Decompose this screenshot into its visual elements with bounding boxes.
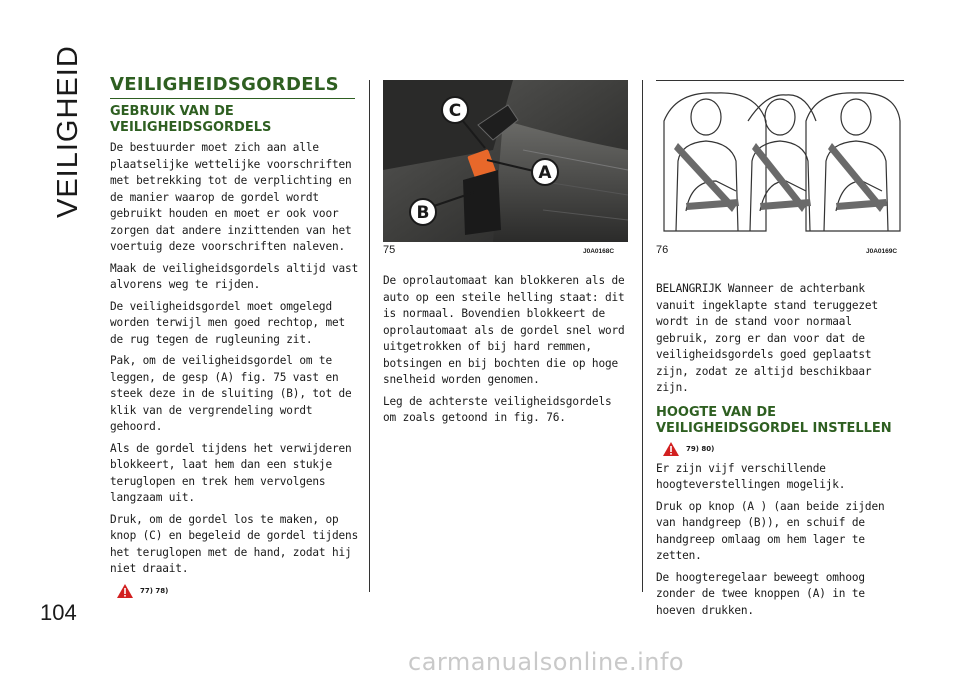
column-1-content — [110, 104, 360, 599]
paragraph: Maak de veiligheidsgordels altijd vast alvorens weg te rijden. — [110, 261, 359, 291]
label-a: A — [538, 163, 552, 183]
seatbelt-buckle-photo — [383, 80, 628, 242]
warning-triangle-icon — [662, 441, 680, 457]
subheading-hoogte: HOOGTE VAN DE VEILIGHEIDSGORDEL INSTELLEN — [656, 404, 892, 436]
paragraph-important: BELANGRIJK Wanneer de achterbank vanuit ingeklapte stand teruggezet wordt in de stand voor normaal gebruik, zorg er dan voor dat de veiligheidsgordels goed geplaatst zijn, zodat ze altijd beschikbaar zijn. — [656, 282, 878, 394]
paragraph: De oprolautomaat kan blokkeren als de auto op een steile helling staat: dit is normaal. Bovendien blokkeert de oprolautomaat als de gordel snel word uitgetrokken of bij hard remmen, botsingen en bij bochten die op hoge snelheid worden genomen. — [383, 274, 625, 386]
column-2-content — [383, 273, 628, 432]
warning-triangle-icon — [116, 583, 134, 599]
subheading-gebruik: GEBRUIK VAN DE VEILIGHEIDSGORDELS — [110, 104, 272, 135]
column-divider — [369, 80, 370, 592]
paragraph: Als de gordel tijdens het verwijderen blokkeert, laat hem dan een stukje teruglopen en trek hem vervolgens langzaam uit. — [110, 441, 352, 504]
section-title: VEILIGHEIDSGORDELS — [110, 74, 355, 99]
paragraph: Druk op knop (A ) (aan beide zijden van handgreep (B)), en schuif de handgreep omlaag om hem lager te zetten. — [656, 499, 885, 562]
warning-reference — [116, 583, 360, 599]
warning-reference — [662, 441, 906, 457]
warning-refs: 77) 78) — [140, 586, 169, 595]
paragraph: Leg de achterste veiligheidsgordels om zoals getoond in fig. 76. — [383, 394, 612, 424]
figure-number: 76 — [656, 244, 669, 256]
paragraph: Pak, om de veiligheidsgordel om te leggen, de gesp (A) fig. 75 vast en steek deze in de sluiting (B), tot de klik van de vergrendeling wordt gehoord. — [110, 354, 352, 433]
paragraph: Druk, om de gordel los te maken, op knop (C) en begeleid de gordel tijdens het teruglopen met de hand, zodat hij niet draait. — [110, 512, 359, 575]
rear-seat-belts-drawing — [656, 81, 904, 243]
column-divider — [642, 80, 643, 592]
figure-code: J0A0169C — [866, 248, 898, 255]
page-number: 104 — [40, 600, 77, 625]
label-b: B — [416, 203, 430, 223]
paragraph: De hoogteregelaar beweegt omhoog zonder de twee knoppen (A) in te hoeven drukken. — [656, 570, 865, 617]
warning-refs: 79) 80) — [686, 444, 715, 453]
figure-75-photo — [383, 80, 628, 242]
label-c: C — [448, 101, 462, 121]
chapter-side-title: VEILIGHEID — [52, 45, 84, 218]
paragraph: De veiligheidsgordel moet omgelegd worden terwijl men goed rechtop, met de rug tegen de rugleuning zit. — [110, 299, 346, 346]
column-3-content — [656, 281, 906, 624]
figure-76-drawing — [656, 80, 904, 243]
figure-code: J0A0168C — [583, 248, 615, 255]
paragraph: Er zijn vijf verschillende hoogteverstellingen mogelijk. — [656, 461, 846, 491]
figure-number: 75 — [383, 244, 396, 256]
watermark-text: carmanualsonline.info — [408, 648, 685, 676]
paragraph: De bestuurder moet zich aan alle plaatselijke wettelijke voorschriften met betrekking tot de verplichting en de manier waarop de gordel wordt gebruikt houden en moet er ook voor zorgen dat andere inzittenden van het voertuig deze voorschriften naleven. — [110, 141, 352, 253]
